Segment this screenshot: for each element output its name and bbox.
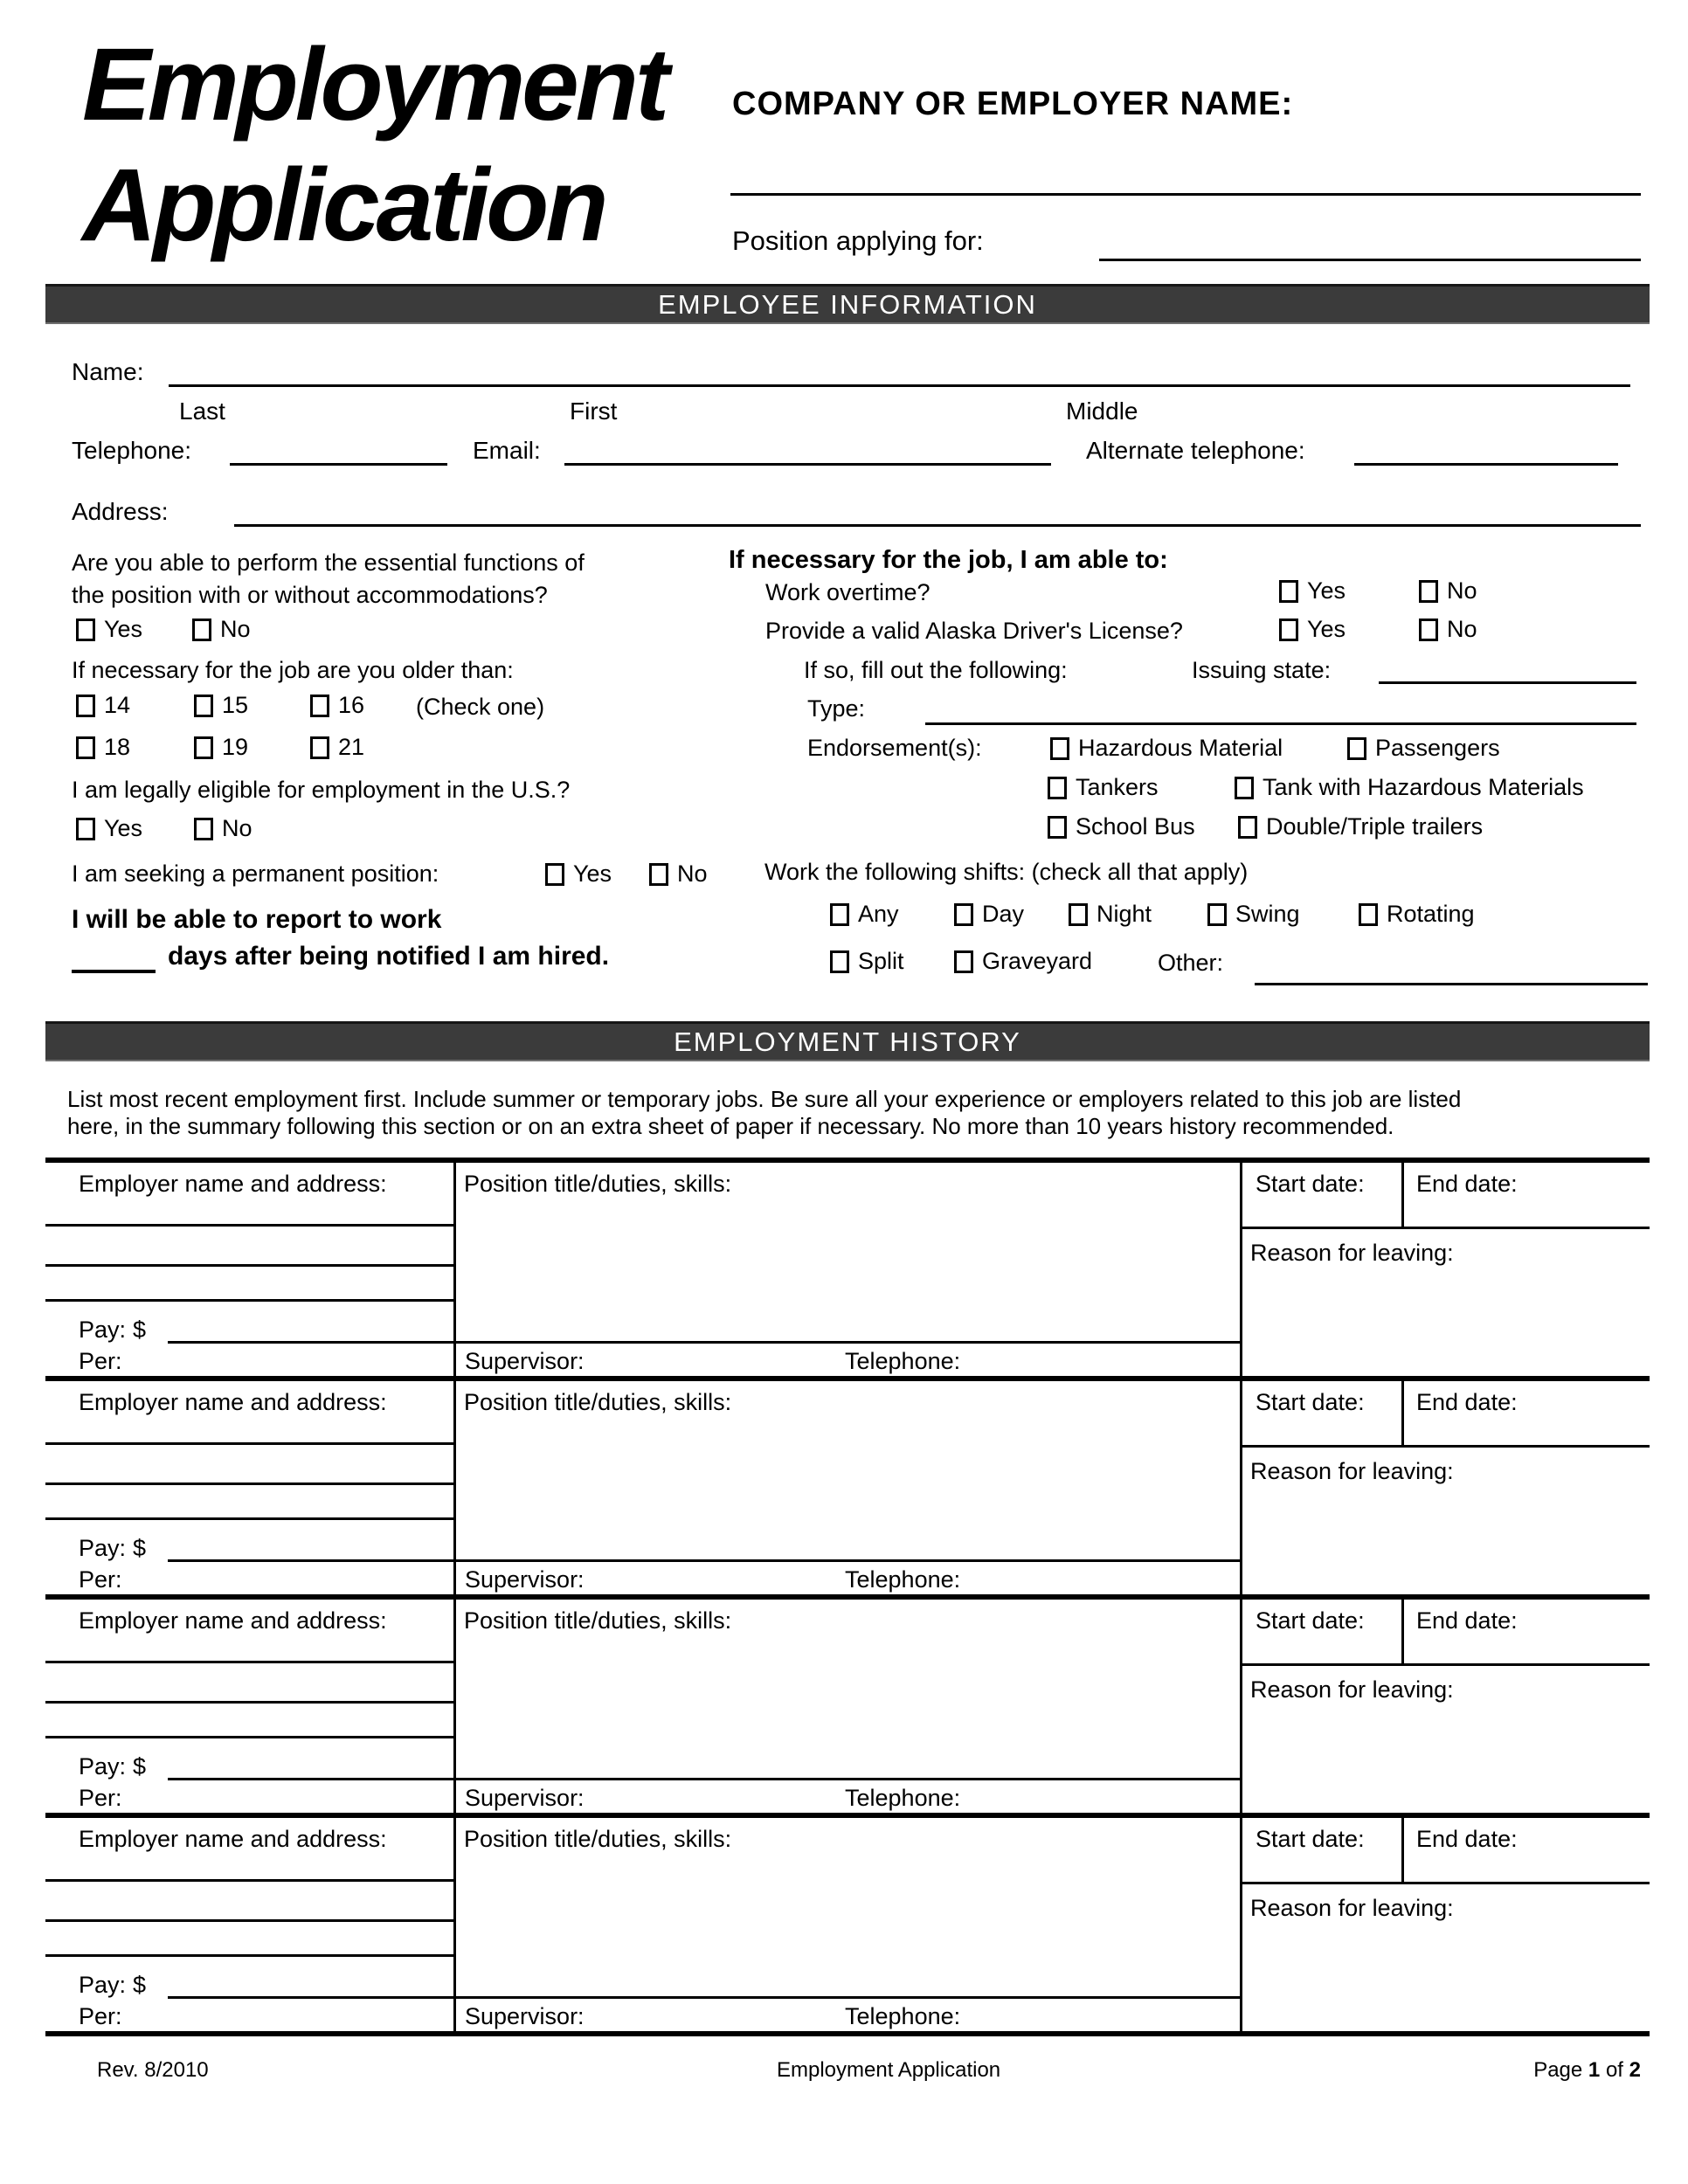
permanent-no-label: No <box>677 860 708 887</box>
age-16-label: 16 <box>338 692 365 718</box>
page-title-line1: Employment <box>82 27 667 142</box>
employer-write-line-1[interactable] <box>45 1879 453 1882</box>
employer-name-address-label: Employer name and address: <box>79 1171 387 1197</box>
license-type-line[interactable] <box>925 722 1636 725</box>
permanent-no-checkbox[interactable] <box>649 863 668 886</box>
shift-night-checkbox[interactable] <box>1069 903 1088 926</box>
employee-information-section-bar: EMPLOYEE INFORMATION <box>45 284 1650 324</box>
reason-for-leaving-label: Reason for leaving: <box>1250 1458 1454 1484</box>
employer-write-line-3[interactable] <box>45 1299 453 1302</box>
start-end-divider <box>1401 1600 1404 1663</box>
pay-label: Pay: <box>79 1535 127 1561</box>
employer-write-line-2[interactable] <box>45 1264 453 1267</box>
license-no-checkbox[interactable] <box>1419 619 1438 641</box>
eligible-yes-checkbox[interactable] <box>76 818 95 840</box>
name-middle-sublabel: Middle <box>1066 397 1138 425</box>
age-21-checkbox[interactable] <box>310 736 329 759</box>
telephone-label: Telephone: <box>72 437 192 464</box>
company-name-line[interactable] <box>730 193 1641 196</box>
footer-document-title: Employment Application <box>777 2058 1001 2082</box>
employer-write-line-3[interactable] <box>45 1954 453 1957</box>
shift-rotating-label: Rotating <box>1387 901 1475 927</box>
overtime-yes-option <box>1279 577 1346 605</box>
employer-position-divider <box>453 1818 456 2031</box>
footer-page-number <box>1398 2058 1641 2083</box>
position-dates-divider <box>1240 1600 1242 1813</box>
endorsement-passengers-checkbox[interactable] <box>1347 737 1366 760</box>
position-title-duties-label: Position title/duties, skills: <box>464 1826 732 1852</box>
reason-for-leaving-label: Reason for leaving: <box>1250 1895 1454 1921</box>
pay-write-line[interactable] <box>168 1341 1240 1344</box>
essential-functions-question-line2: the position with or without accommodations? <box>72 582 548 608</box>
address-label: Address: <box>72 498 169 525</box>
shift-split-checkbox[interactable] <box>830 950 849 973</box>
name-first-sublabel: First <box>570 397 618 425</box>
age-14-checkbox[interactable] <box>76 695 95 717</box>
per-label: Per: <box>79 1566 122 1593</box>
eligible-yes-option <box>76 815 142 842</box>
position-applying-label: Position applying for: <box>732 225 984 256</box>
shift-rotating-option <box>1359 901 1475 928</box>
history-intro-line1: List most recent employment first. Include summer or temporary jobs. Be sure all your experience or employers related to this job are listed <box>67 1086 1462 1112</box>
email-line[interactable] <box>564 463 1051 466</box>
eligible-no-checkbox[interactable] <box>194 818 213 840</box>
report-to-work-line2: days after being notified I am hired. <box>168 942 610 971</box>
shift-day-checkbox[interactable] <box>954 903 973 926</box>
overtime-yes-checkbox[interactable] <box>1279 580 1298 603</box>
alt-telephone-label: Alternate telephone: <box>1086 437 1305 464</box>
age-14-label: 14 <box>104 692 131 718</box>
age-19-option <box>194 734 248 761</box>
end-date-label: End date: <box>1416 1171 1518 1197</box>
employment-history-block <box>45 1600 1650 1818</box>
position-title-duties-label: Position title/duties, skills: <box>464 1171 732 1197</box>
age-16-option <box>310 692 364 719</box>
history-intro-line2: here, in the summary following this section or on an extra sheet of paper if necessary. No more than 10 years history recommended. <box>67 1113 1394 1139</box>
license-yes-checkbox[interactable] <box>1279 619 1298 641</box>
employer-name-address-label: Employer name and address: <box>79 1607 387 1634</box>
employer-name-address-label: Employer name and address: <box>79 1826 387 1852</box>
pay-label: Pay: <box>79 1753 127 1780</box>
overtime-no-option <box>1419 577 1477 605</box>
end-date-label: End date: <box>1416 1607 1518 1634</box>
age-18-checkbox[interactable] <box>76 736 95 759</box>
pay-write-line[interactable] <box>168 1778 1240 1780</box>
endorsement-passengers-label: Passengers <box>1375 735 1500 761</box>
license-question: Provide a valid Alaska Driver's License? <box>765 618 1183 644</box>
age-21-option <box>310 734 364 761</box>
endorsement-doubletriple-checkbox[interactable] <box>1238 816 1257 839</box>
essential-no-checkbox[interactable] <box>192 619 211 641</box>
shift-any-label: Any <box>858 901 899 927</box>
supervisor-telephone-label: Telephone: <box>845 2003 961 2029</box>
employer-write-line-2[interactable] <box>45 1919 453 1922</box>
license-yes-option <box>1279 616 1346 643</box>
start-date-label: Start date: <box>1256 1171 1365 1197</box>
position-title-duties-label: Position title/duties, skills: <box>464 1607 732 1634</box>
endorsement-doubletriple-option <box>1238 813 1483 840</box>
pay-label: Pay: <box>79 1317 127 1343</box>
footer-page-total: 2 <box>1629 2058 1641 2082</box>
age-15-option <box>194 692 248 719</box>
start-end-divider <box>1401 1818 1404 1882</box>
employer-write-line-2[interactable] <box>45 1482 453 1485</box>
footer-of-word: of <box>1605 2058 1623 2082</box>
able-to-heading: If necessary for the job, I am able to: <box>729 546 1168 574</box>
reason-for-leaving-label: Reason for leaving: <box>1250 1676 1454 1703</box>
license-no-option <box>1419 616 1477 643</box>
per-label: Per: <box>79 1348 122 1374</box>
overtime-no-label: No <box>1447 577 1477 604</box>
supervisor-telephone-label: Telephone: <box>845 1785 961 1811</box>
eligible-no-label: No <box>222 815 253 841</box>
position-title-duties-label: Position title/duties, skills: <box>464 1389 732 1415</box>
employer-write-line-1[interactable] <box>45 1442 453 1445</box>
shift-swing-checkbox[interactable] <box>1207 903 1227 926</box>
position-applying-line[interactable] <box>1099 259 1641 261</box>
endorsement-hazmat-label: Hazardous Material <box>1078 735 1283 761</box>
start-end-divider <box>1401 1163 1404 1227</box>
dates-reason-divider <box>1240 1882 1650 1884</box>
age-19-checkbox[interactable] <box>194 736 213 759</box>
age-19-label: 19 <box>222 734 249 760</box>
supervisor-telephone-label: Telephone: <box>845 1348 961 1374</box>
pay-label: Pay: <box>79 1972 127 1998</box>
pay-dollar-sign: $ <box>133 1317 147 1343</box>
supervisor-telephone-label: Telephone: <box>845 1566 961 1593</box>
essential-no-option <box>192 616 251 643</box>
overtime-yes-label: Yes <box>1307 577 1346 604</box>
endorsement-schoolbus-checkbox[interactable] <box>1048 816 1067 839</box>
shift-night-option <box>1069 901 1152 928</box>
endorsement-tankers-option <box>1048 774 1159 801</box>
shift-graveyard-checkbox[interactable] <box>954 950 973 973</box>
age-14-option <box>76 692 130 719</box>
license-yes-label: Yes <box>1307 616 1346 642</box>
pay-dollar-sign: $ <box>133 1972 147 1998</box>
endorsement-doubletriple-label: Double/Triple trailers <box>1266 813 1484 840</box>
permanent-yes-label: Yes <box>573 860 612 887</box>
employment-history-section-bar: EMPLOYMENT HISTORY <box>45 1021 1650 1061</box>
report-to-work-line1: I will be able to report to work <box>72 905 442 934</box>
employer-write-line-2[interactable] <box>45 1701 453 1704</box>
endorsement-schoolbus-label: School Bus <box>1076 813 1195 840</box>
endorsement-tank-hazmat-option <box>1235 774 1584 801</box>
permanent-yes-option <box>545 860 612 888</box>
name-label: Name: <box>72 358 144 385</box>
employer-position-divider <box>453 1600 456 1813</box>
pay-dollar-sign: $ <box>133 1753 147 1780</box>
report-days-blank-line[interactable] <box>72 970 156 973</box>
check-one-note: (Check one) <box>416 694 545 720</box>
endorsement-tankers-label: Tankers <box>1076 774 1159 800</box>
employment-history-block <box>45 1381 1650 1600</box>
shifts-heading: Work the following shifts: (check all that apply) <box>764 859 1249 885</box>
email-label: Email: <box>473 437 541 464</box>
pay-dollar-sign: $ <box>133 1535 147 1561</box>
position-dates-divider <box>1240 1381 1242 1594</box>
essential-yes-option <box>76 616 142 643</box>
supervisor-label: Supervisor: <box>465 1348 585 1374</box>
eligible-yes-label: Yes <box>104 815 143 841</box>
end-date-label: End date: <box>1416 1389 1518 1415</box>
shift-other-line[interactable] <box>1255 983 1648 985</box>
name-line[interactable] <box>169 384 1630 387</box>
end-date-label: End date: <box>1416 1826 1518 1852</box>
employer-write-line-1[interactable] <box>45 1224 453 1227</box>
essential-yes-label: Yes <box>104 616 143 642</box>
dates-reason-divider <box>1240 1663 1650 1666</box>
footer-page-word: Page <box>1533 2058 1583 2082</box>
shift-night-label: Night <box>1097 901 1152 927</box>
pay-write-line[interactable] <box>168 1559 1240 1562</box>
essential-no-label: No <box>220 616 251 642</box>
dates-reason-divider <box>1240 1227 1650 1229</box>
overtime-question: Work overtime? <box>765 579 930 605</box>
shift-other-label: Other: <box>1158 950 1224 976</box>
license-no-label: No <box>1447 616 1477 642</box>
position-dates-divider <box>1240 1163 1242 1376</box>
age-18-option <box>76 734 130 761</box>
history-block-bottom-border <box>45 2031 1650 2036</box>
endorsement-schoolbus-option <box>1048 813 1195 840</box>
reason-for-leaving-label: Reason for leaving: <box>1250 1240 1454 1266</box>
start-date-label: Start date: <box>1256 1389 1365 1415</box>
pay-write-line[interactable] <box>168 1996 1240 1999</box>
start-end-divider <box>1401 1381 1404 1445</box>
if-so-label: If so, fill out the following: <box>804 657 1068 683</box>
position-dates-divider <box>1240 1818 1242 2031</box>
per-label: Per: <box>79 1785 122 1811</box>
employer-write-line-1[interactable] <box>45 1661 453 1663</box>
endorsement-tank-hazmat-label: Tank with Hazardous Materials <box>1263 774 1584 800</box>
age-21-label: 21 <box>338 734 365 760</box>
overtime-no-checkbox[interactable] <box>1419 580 1438 603</box>
essential-functions-question-line1: Are you able to perform the essential functions of <box>72 549 585 576</box>
issuing-state-label: Issuing state: <box>1192 657 1332 683</box>
essential-yes-checkbox[interactable] <box>76 619 95 641</box>
shift-swing-option <box>1207 901 1300 928</box>
footer-revision: Rev. 8/2010 <box>97 2058 209 2082</box>
endorsement-tank-hazmat-checkbox[interactable] <box>1235 777 1254 799</box>
per-label: Per: <box>79 2003 122 2029</box>
telephone-line[interactable] <box>230 463 447 466</box>
dates-reason-divider <box>1240 1445 1650 1448</box>
alt-telephone-line[interactable] <box>1354 463 1618 466</box>
name-last-sublabel: Last <box>179 397 225 425</box>
company-name-label: COMPANY OR EMPLOYER NAME: <box>732 86 1294 122</box>
shift-day-option <box>954 901 1024 928</box>
employer-position-divider <box>453 1381 456 1594</box>
start-date-label: Start date: <box>1256 1826 1365 1852</box>
age-16-checkbox[interactable] <box>310 695 329 717</box>
supervisor-label: Supervisor: <box>465 2003 585 2029</box>
shift-split-label: Split <box>858 948 904 974</box>
endorsement-tankers-checkbox[interactable] <box>1048 777 1067 799</box>
shift-any-checkbox[interactable] <box>830 903 849 926</box>
permanent-no-option <box>649 860 708 888</box>
page-title-line2: Application <box>82 148 605 263</box>
endorsement-hazmat-option <box>1050 735 1283 762</box>
endorsement-hazmat-checkbox[interactable] <box>1050 737 1069 760</box>
shift-day-label: Day <box>982 901 1025 927</box>
issuing-state-line[interactable] <box>1379 681 1636 684</box>
age-15-checkbox[interactable] <box>194 695 213 717</box>
shift-graveyard-option <box>954 948 1092 975</box>
employer-position-divider <box>453 1163 456 1376</box>
shift-any-option <box>830 901 899 928</box>
supervisor-label: Supervisor: <box>465 1785 585 1811</box>
shift-graveyard-label: Graveyard <box>982 948 1093 974</box>
endorsements-label: Endorsement(s): <box>807 735 982 761</box>
address-line[interactable] <box>234 524 1641 527</box>
shift-rotating-checkbox[interactable] <box>1359 903 1378 926</box>
license-type-label: Type: <box>807 695 866 722</box>
employer-write-line-3[interactable] <box>45 1736 453 1738</box>
supervisor-label: Supervisor: <box>465 1566 585 1593</box>
permanent-yes-checkbox[interactable] <box>545 863 564 886</box>
shift-swing-label: Swing <box>1235 901 1300 927</box>
age-18-label: 18 <box>104 734 131 760</box>
employer-write-line-3[interactable] <box>45 1517 453 1520</box>
permanent-position-question: I am seeking a permanent position: <box>72 860 439 887</box>
age-15-label: 15 <box>222 692 249 718</box>
older-than-question: If necessary for the job are you older than: <box>72 657 514 683</box>
shift-split-option <box>830 948 904 975</box>
endorsement-passengers-option <box>1347 735 1500 762</box>
employment-history-block <box>45 1818 1650 2036</box>
eligible-no-option <box>194 815 253 842</box>
employment-history-block <box>45 1163 1650 1381</box>
employer-name-address-label: Employer name and address: <box>79 1389 387 1415</box>
start-date-label: Start date: <box>1256 1607 1365 1634</box>
footer-page-num: 1 <box>1588 2058 1601 2082</box>
eligible-question: I am legally eligible for employment in the U.S.? <box>72 777 571 803</box>
